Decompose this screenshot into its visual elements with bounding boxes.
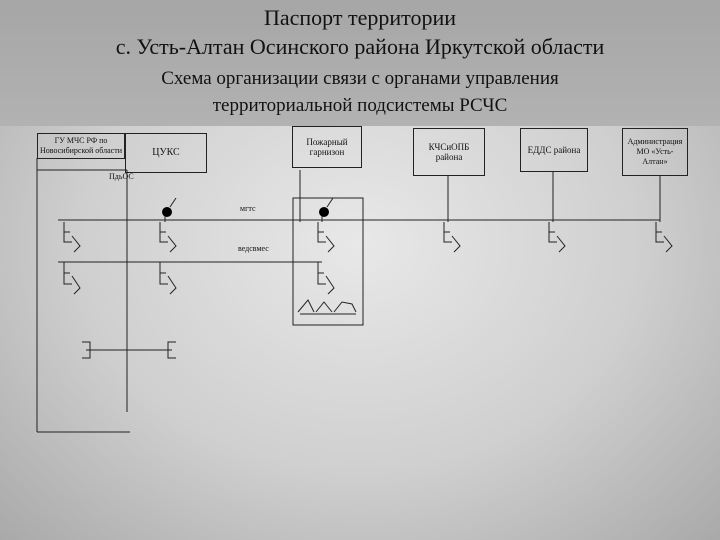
admin-box — [622, 128, 688, 176]
radio-icon-2 — [319, 198, 333, 217]
fire-truck-icon — [298, 300, 356, 314]
phone-icon-8 — [160, 262, 176, 294]
pdos-label: ПдьОС — [109, 172, 134, 181]
phone-icon-4 — [444, 222, 460, 252]
phone-icon-9 — [318, 262, 334, 294]
page-title-line-2: с. Усть-Алтан Осинского района Иркутской области — [115, 34, 605, 59]
page-title: Паспорт территории — [263, 5, 457, 30]
kchs-box — [413, 128, 485, 176]
tsuks-label: ЦУКС — [152, 147, 180, 158]
edds-label: ЕДДС района — [527, 145, 581, 155]
phone-icon-1 — [64, 222, 80, 252]
vedsv-label: ведсвмес — [238, 244, 269, 253]
admin-label: Администрация МО «Усть-Алтан» — [627, 137, 683, 166]
pozharny-label: Пожарный гарнизон — [306, 137, 348, 157]
page-subtitle: Схема организации связи с органами управления — [161, 68, 559, 89]
kchs-label: КЧСиОПБ района — [428, 142, 470, 162]
gu-mchs-box — [37, 133, 125, 159]
tsuks-box — [125, 133, 207, 173]
phone-icon-3 — [318, 222, 334, 252]
radio-icon-1 — [162, 198, 176, 217]
edds-box — [520, 128, 588, 172]
phone-icon-6 — [656, 222, 672, 252]
pozharny-box — [292, 126, 362, 168]
phone-icon-2 — [160, 222, 176, 252]
mgts-label: мгтс — [240, 204, 256, 213]
page-subtitle-line-2: территориальной подсистемы РСЧС — [212, 95, 508, 116]
gu-mchs-label: ГУ МЧС РФ по Новосибирской области — [40, 136, 122, 155]
phone-icon-7 — [64, 262, 80, 294]
phone-icon-5 — [549, 222, 565, 252]
